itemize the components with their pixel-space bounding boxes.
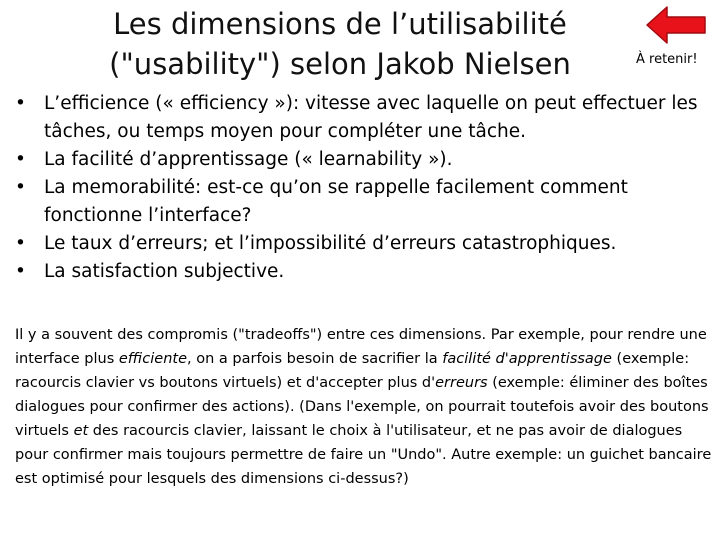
para-emphasis: efficiente — [118, 351, 188, 367]
list-item — [15, 230, 710, 258]
bullet-marker: • — [15, 149, 26, 170]
list-item — [15, 146, 710, 174]
list-item — [15, 174, 710, 230]
para-emphasis: erreurs — [435, 375, 488, 391]
para-text: (exemple: racourcis clavier vs boutons virtuels) et d'accepter plus d' — [15, 351, 690, 391]
list-item-text: Le taux d’erreurs; et l’impossibilité d’erreurs catastrophiques. — [44, 233, 617, 254]
para-text: Il y a souvent des compromis ("tradeoffs") entre ces dimensions. Par exemple, pour rendre une interface plus — [15, 327, 707, 367]
page-title — [60, 4, 620, 84]
list-item-text: La satisfaction subjective. — [44, 261, 285, 282]
title-line-1: Les dimensions de l’utilisabilité — [113, 7, 567, 41]
list-item-text: L’efficience (« efficiency »): vitesse avec laquelle on peut effectuer les tâches, ou temps moyen pour compléter une tâche. — [44, 93, 698, 142]
tradeoffs-paragraph — [15, 323, 715, 491]
bullet-marker: • — [15, 233, 26, 254]
list-item-text: La facilité d’apprentissage (« learnability »). — [44, 149, 453, 170]
list-item — [15, 90, 710, 146]
left-arrow-icon — [645, 5, 707, 45]
para-emphasis: facilité d'apprentissage — [442, 351, 612, 367]
para-text: (exemple: éliminer des boîtes dialogues pour confirmer des actions). (Dans l'exemple, on pourrait toutefois avoir des boutons virtuels — [15, 375, 709, 439]
para-text: des racourcis clavier, laissant le choix à l'utilisateur, et ne pas avoir de dialogues pour confirmer mais toujours permettre de faire un "Undo". Autre exemple: un guichet bancaire est optimisé pour lesquels des dimensions ci-dessus?) — [15, 423, 712, 487]
title-line-2: ("usability") selon Jakob Nielsen — [109, 47, 571, 81]
para-emphasis: et — [73, 423, 89, 439]
bullet-marker: • — [15, 177, 26, 198]
list-item — [15, 258, 710, 286]
bullet-marker: • — [15, 261, 26, 282]
bullet-marker: • — [15, 93, 26, 114]
para-text: , on a parfois besoin de sacrifier la — [187, 351, 443, 367]
list-item-text: La memorabilité: est-ce qu’on se rappelle facilement comment fonctionne l’interface? — [44, 177, 628, 226]
bullet-list — [15, 90, 710, 286]
retenir-label: À retenir! — [636, 52, 698, 67]
